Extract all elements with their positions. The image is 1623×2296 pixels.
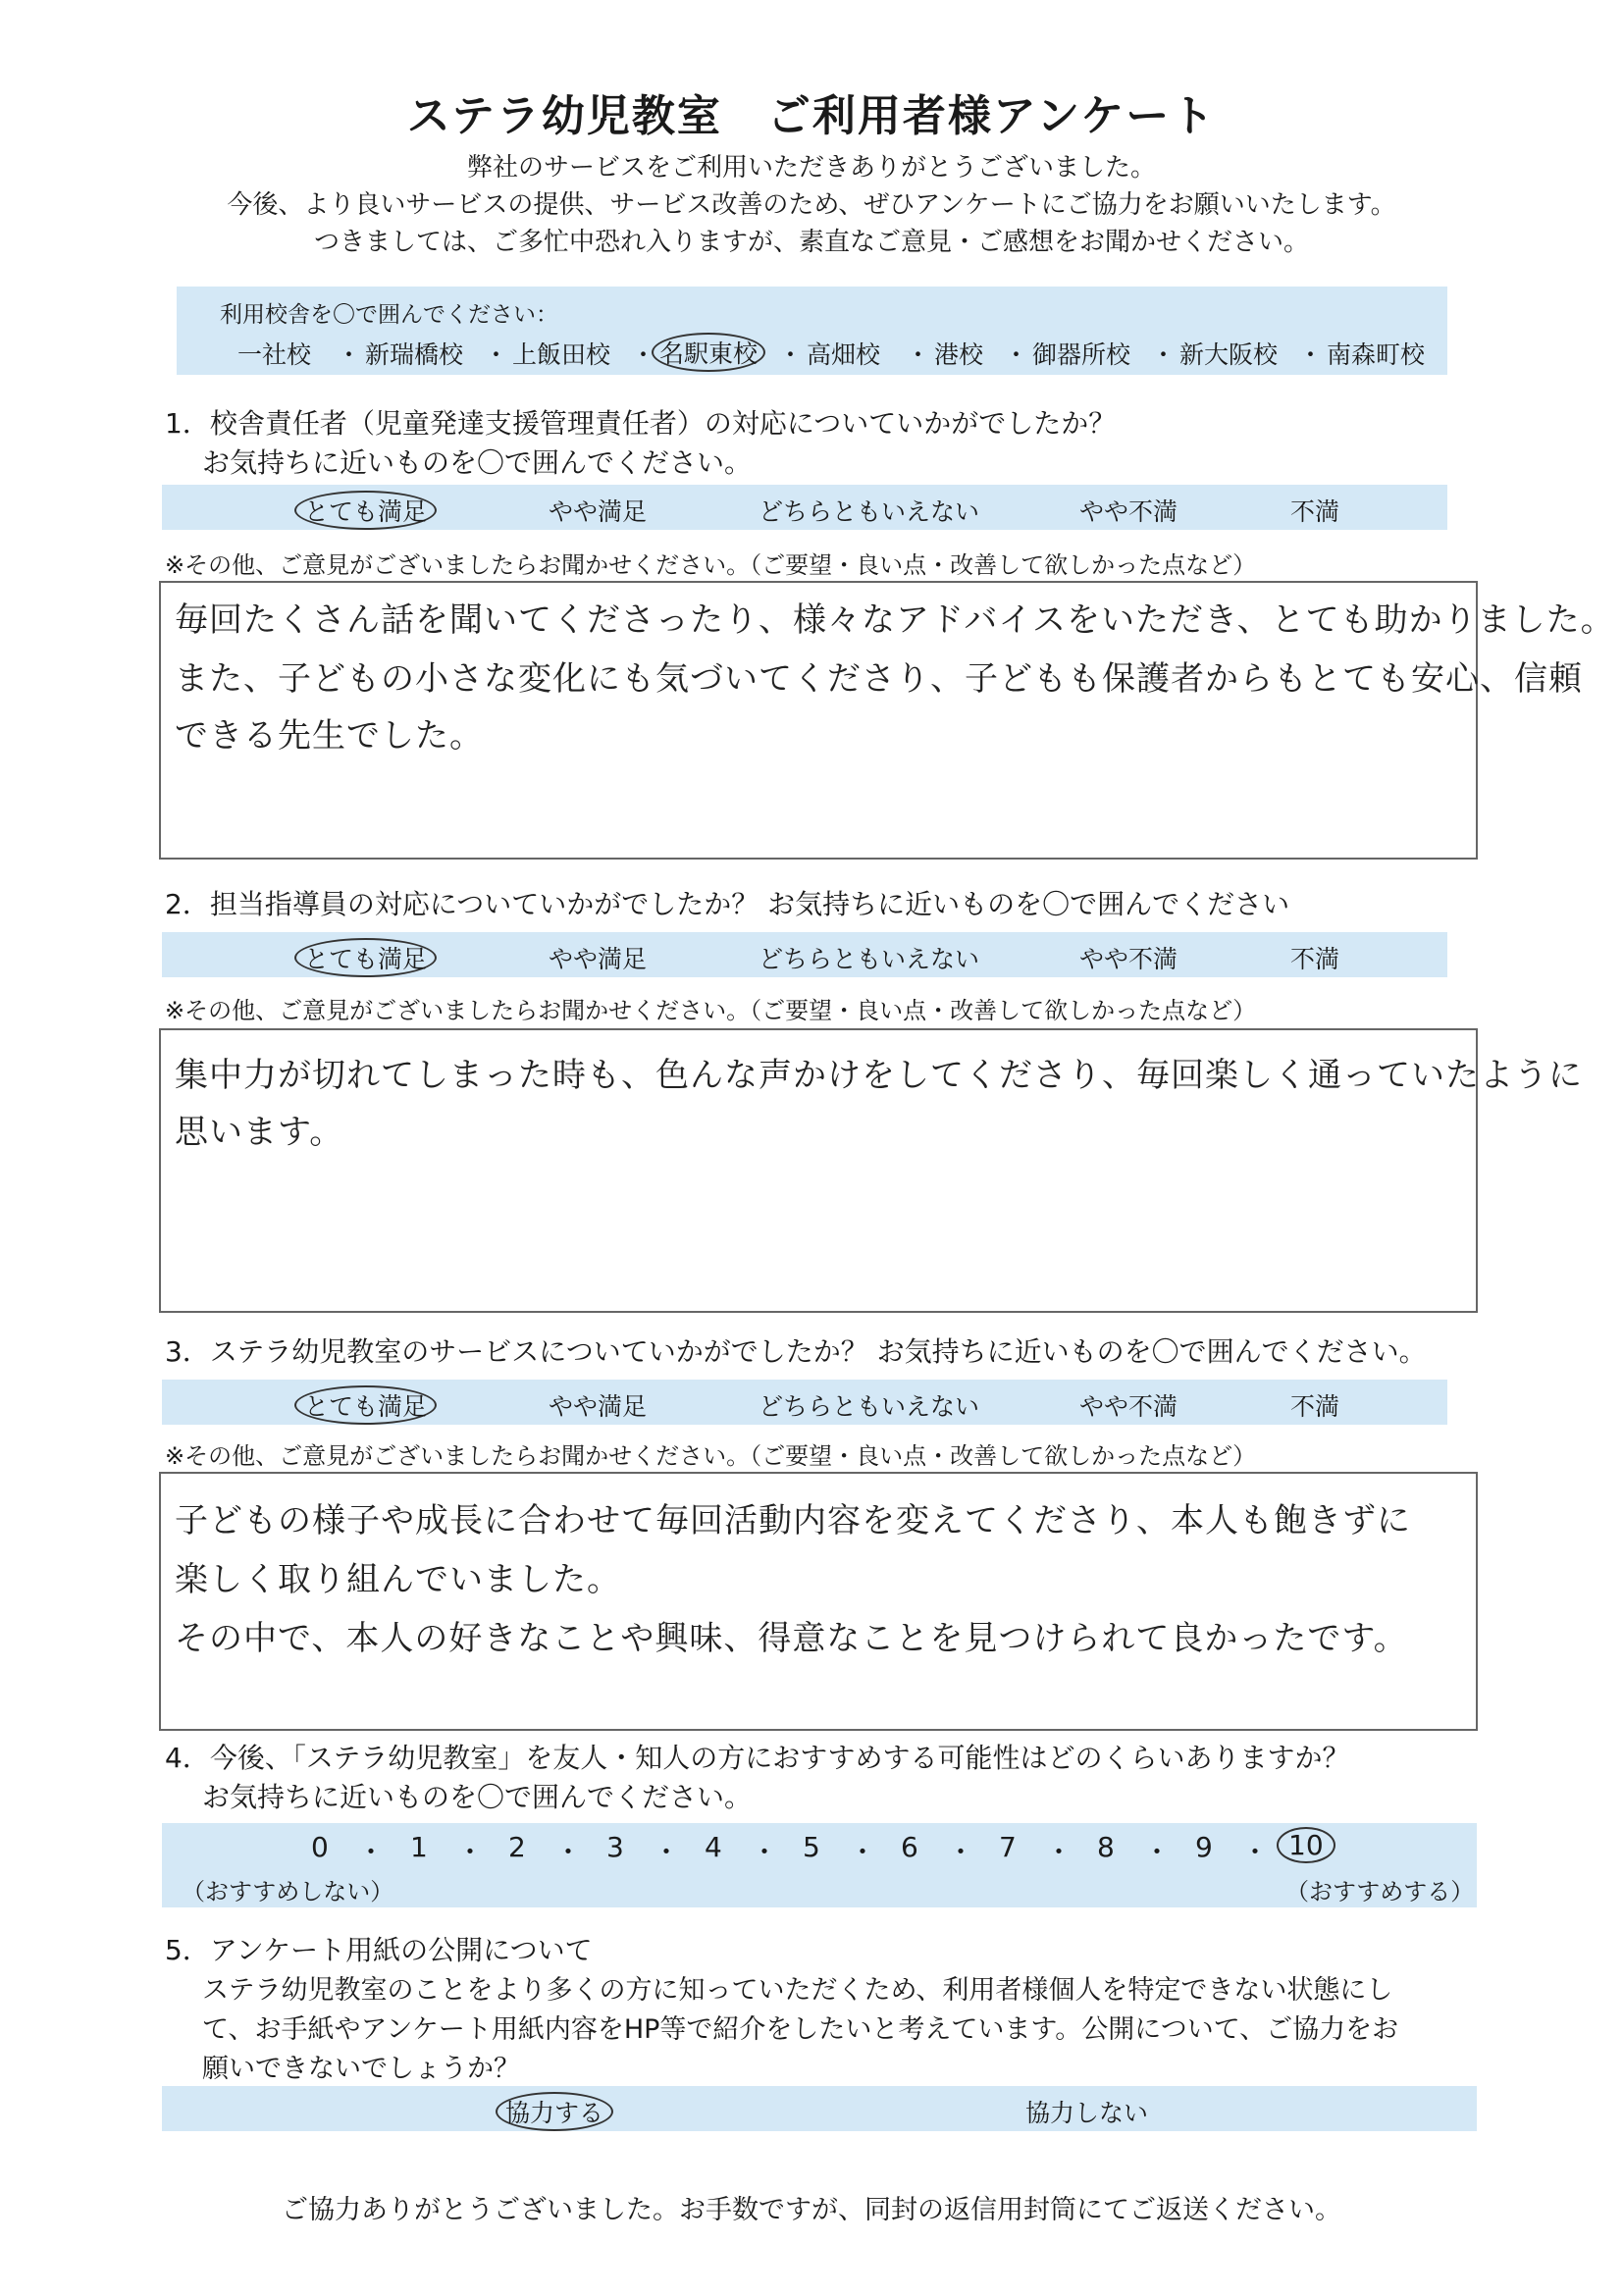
intro-line-2: 今後、より良いサービスの提供、サービス改善のため、ぜひアンケートにご協力をお願いいたします。 — [227, 190, 1396, 220]
school-option-6[interactable]: 港校 — [934, 340, 984, 369]
q5-body-line-3: 願いできないでしょうか？ — [202, 2054, 520, 2084]
q4-instruction: お気持ちに近いものを〇で囲んでください。 — [202, 1781, 753, 1813]
scale-2[interactable]: 2 — [508, 1831, 526, 1863]
q1-answer-line-2: また、子どもの小さな変化にも気づいてくださり、子どもも保護者からもとても安心、信頼 — [175, 659, 1583, 699]
q5-option-not-cooperate[interactable]: 協力しない — [1025, 2099, 1149, 2127]
scale-low-label: （おすすめしない） — [182, 1878, 394, 1905]
q2-option-dissatisfied[interactable]: 不満 — [1290, 945, 1340, 973]
q1-instruction: お気持ちに近いものを〇で囲んでください。 — [202, 446, 753, 479]
scale-0[interactable]: 0 — [311, 1831, 329, 1863]
school-option-8[interactable]: 新大阪校 — [1179, 340, 1279, 369]
scale-7[interactable]: 7 — [999, 1831, 1017, 1863]
q3-option-very-satisfied-selected[interactable]: とても満足 — [294, 1385, 437, 1425]
school-option-9[interactable]: 南森町校 — [1327, 340, 1426, 369]
q3-option-neutral[interactable]: どちらともいえない — [759, 1392, 980, 1421]
intro-line-1: 弊社のサービスをご利用いただきありがとうございました。 — [466, 153, 1156, 183]
q2-option-very-satisfied-selected[interactable]: とても満足 — [294, 938, 437, 977]
q1-option-neutral[interactable]: どちらともいえない — [759, 497, 980, 526]
q5-body-line-1: ステラ幼児教室のことをより多くの方に知っていただくため、利用者様個人を特定できない状態にし — [202, 1975, 1393, 2006]
school-option-1[interactable]: 一社校 — [237, 340, 312, 369]
school-select-label: 利用校舎を〇で囲んでください： — [220, 302, 558, 328]
school-option-3[interactable]: 上飯田校 — [512, 340, 611, 369]
scale-10-selected[interactable]: 10 — [1277, 1827, 1335, 1863]
q1-option-somewhat-dissatisfied[interactable]: やや不満 — [1079, 497, 1178, 526]
q1-answer-line-3: できる先生でした。 — [175, 716, 484, 756]
scale-3[interactable]: 3 — [606, 1831, 624, 1863]
q3-answer-line-3: その中で、本人の好きなことや興味、得意なことを見つけられて良かったです。 — [175, 1619, 1408, 1658]
intro-line-3: つきましては、ご多忙中恐れ入りますが、素直なご意見・ご感想をお聞かせください。 — [313, 228, 1309, 257]
scale-high-label: （おすすめする） — [1285, 1878, 1475, 1905]
q2-rating-band — [162, 932, 1447, 977]
q2-option-somewhat-dissatisfied[interactable]: やや不満 — [1079, 945, 1178, 973]
q2-option-somewhat-satisfied[interactable]: やや満足 — [549, 945, 648, 973]
scale-9[interactable]: 9 — [1195, 1831, 1213, 1863]
q2-option-neutral[interactable]: どちらともいえない — [759, 945, 980, 973]
q5-body-line-2: て、お手紙やアンケート用紙内容をHP等で紹介をしたいと考えています。公開について、ご協力をお — [202, 2014, 1399, 2045]
q3-rating-band — [162, 1380, 1447, 1425]
school-option-4-selected[interactable]: 名駅東校 — [652, 333, 765, 372]
q3-option-somewhat-satisfied[interactable]: やや満足 — [549, 1392, 648, 1421]
scale-8[interactable]: 8 — [1097, 1831, 1115, 1863]
q2-answer-line-2: 思います。 — [175, 1113, 344, 1152]
q1-comment-box[interactable] — [159, 581, 1615, 860]
q1-option-very-satisfied-selected[interactable]: とても満足 — [294, 491, 437, 530]
q1-option-somewhat-satisfied[interactable]: やや満足 — [549, 497, 648, 526]
q1-note-label: ※その他、ご意見がございましたらお聞かせください。（ご要望・良い点・改善して欲しかった点など） — [165, 551, 1257, 579]
q1-rating-band — [162, 485, 1447, 530]
q2-note-label: ※その他、ご意見がございましたらお聞かせください。（ご要望・良い点・改善して欲しかった点など） — [165, 997, 1257, 1024]
q1-option-dissatisfied[interactable]: 不満 — [1290, 497, 1340, 526]
q3-answer-line-1: 子どもの様子や成長に合わせて毎回活動内容を変えてくださり、本人も飽きずに — [175, 1501, 1411, 1540]
q5-question: 5．アンケート用紙の公開について — [165, 1934, 593, 1966]
school-option-7[interactable]: 御器所校 — [1032, 340, 1131, 369]
q5-option-band — [162, 2086, 1477, 2131]
q1-answer-line-1: 毎回たくさん話を聞いてくださったり、様々なアドバイスをいただき、とても助かりました。 — [175, 600, 1615, 640]
q2-answer-line-1: 集中力が切れてしまった時も、色んな声かけをしてくださり、毎回楽しく通っていたように — [175, 1056, 1583, 1095]
q1-question: 1．校舎責任者（児童発達支援管理責任者）の対応についていかがでしたか？ — [165, 407, 1117, 440]
school-option-2[interactable]: 新瑞橋校 — [365, 340, 464, 369]
q4-scale-band: 0 ・ 1 ・ 2 ・ 3 ・ 4 ・ 5 ・ 6 ・ 7 ・ 8 ・ 9 ・ 10 （おすすめしない） （おすすめする） — [162, 1823, 1477, 1907]
scale-6[interactable]: 6 — [901, 1831, 918, 1863]
scale-1[interactable]: 1 — [410, 1831, 428, 1863]
scale-4[interactable]: 4 — [705, 1831, 722, 1863]
page-title: ステラ幼児教室 ご利用者様アンケート — [406, 91, 1217, 141]
q5-option-cooperate-selected[interactable]: 協力する — [496, 2092, 613, 2131]
q3-question: 3．ステラ幼児教室のサービスについていかがでしたか？ お気持ちに近いものを〇で囲んでください。 — [165, 1335, 1427, 1368]
school-option-5[interactable]: 高畑校 — [807, 340, 881, 369]
scale-5[interactable]: 5 — [803, 1831, 820, 1863]
q3-note-label: ※その他、ご意見がございましたらお聞かせください。（ご要望・良い点・改善して欲しかった点など） — [165, 1442, 1257, 1470]
q2-comment-box[interactable] — [159, 1028, 1583, 1313]
q3-option-dissatisfied[interactable]: 不満 — [1290, 1392, 1340, 1421]
q4-question: 4．今後、「ステラ幼児教室」を友人・知人の方におすすめする可能性はどのくらいありますか？ — [165, 1742, 1350, 1774]
q3-option-somewhat-dissatisfied[interactable]: やや不満 — [1079, 1392, 1178, 1421]
q3-comment-box[interactable] — [159, 1472, 1478, 1731]
footer-text: ご協力ありがとうございました。お手数ですが、同封の返信用封筒にてご返送ください。 — [282, 2195, 1341, 2225]
q2-question: 2．担当指導員の対応についていかがでしたか？ お気持ちに近いものを〇で囲んでください — [165, 888, 1290, 920]
q3-answer-line-2: 楽しく取り組んでいました。 — [175, 1560, 621, 1599]
school-select-band: 利用校舎を〇で囲んでください： 一社校 ・ 新瑞橋校 ・ 上飯田校 ・ 名駅東校 ・ 高畑校 ・ 港校 ・ 御器所校 ・ 新大阪校 ・ 南森町校 — [177, 287, 1447, 375]
